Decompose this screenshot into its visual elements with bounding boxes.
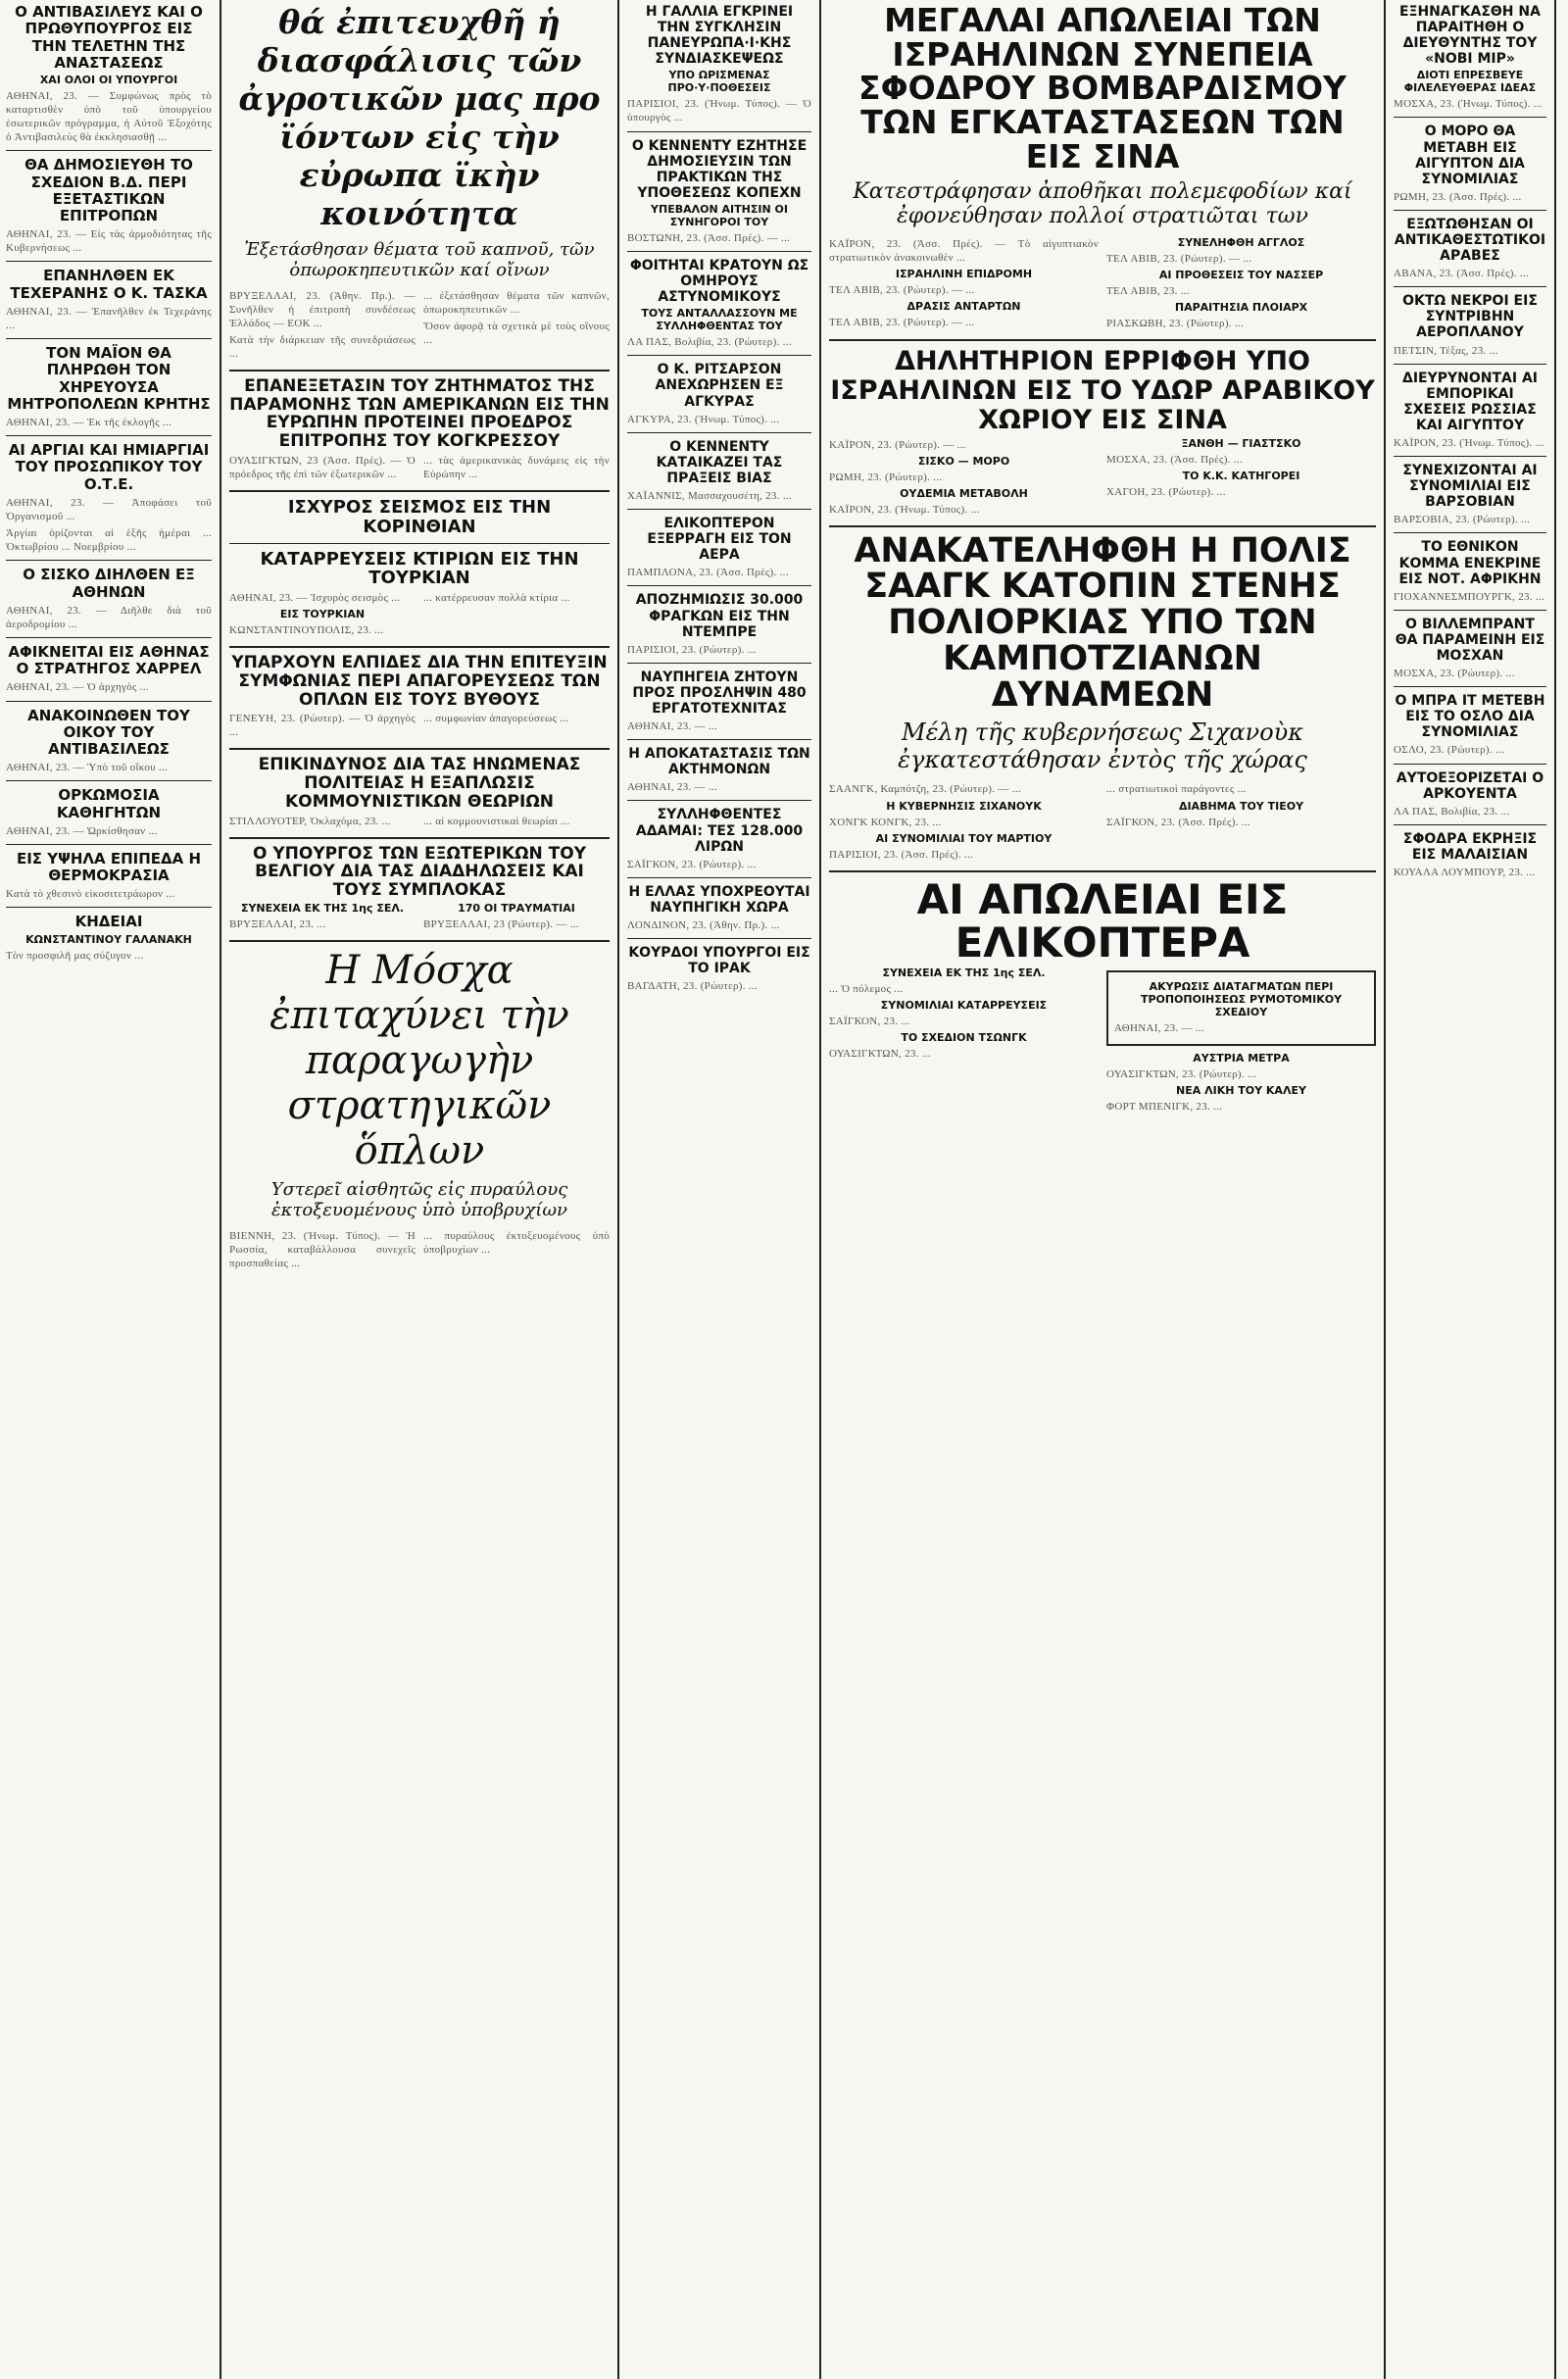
headline-trade: ΔΙΕΥΡΥΝΟΝΤΑΙ ΑΙ ΕΜΠΟΡΙΚΑΙ ΣΧΕΣΕΙΣ ΡΩΣΣΙΑΣ ΚΑΙ ΑΙΓΥΠΤΟΥ [1402, 370, 1538, 433]
subhead-sihanouk: Μέλη τῆς κυβερνήσεως Σιχανοὺκ ἐγκατεστάθησαν ἐντὸς τῆς χώρας [898, 719, 1307, 774]
subhead-wounded: 170 ΟΙ ΤΡΑΥΜΑΤΙΑΙ [458, 901, 575, 915]
headline-students: ΦΟΙΤΗΤΑΙ ΚΡΑΤΟΥΝ ΩΣ ΟΜΗΡΟΥΣ ΑΣΤΥΝΟΜΙΚΟΥΣ [629, 257, 809, 306]
headline-turkey: ΚΑΤΑΡΡΕΥΣΕΙΣ ΚΤΙΡΙΩΝ ΕΙΣ ΤΗΝ ΤΟΥΡΚΙΑΝ [260, 548, 579, 589]
kicker-xanthi: ΞΑΝΘΗ — ΓΙΑΣΤΣΚΟ [1181, 436, 1301, 450]
headline-professors: ΟΡΚΩΜΟΣΙΑ ΚΑΘΗΓΗΤΩΝ [56, 786, 162, 821]
article-text: ΑΘΗΝΑΙ, 23. — Ἐκ τῆς ἐκλογῆς ... [6, 417, 172, 429]
subhead-agri: Ἐξετάσθησαν θέματα τοῦ καπνοῦ, τῶν ὀπωροκηπευτικῶν καί οἴνων [244, 238, 595, 280]
kicker-austria: ΑΥΣΤΡΙΑ ΜΕΤΡΑ [1193, 1051, 1290, 1065]
headline-agri: θά ἐπιτευχθῆ ἡ διασφάλισις τῶν ἀγροτικῶν μας προ ϊόντων εἰς τὴν εὐρωπα ϊκὴν κοινότητα [238, 3, 601, 232]
subhead-helicopter-continued: ΣΥΝΕΧΕΙΑ ΕΚ ΤΗΣ 1ης ΣΕΛ. [882, 966, 1046, 979]
column-1: Ο ΑΝΤΙΒΑΣΙΛΕΥΣ ΚΑΙ Ο ΠΡΩΘΥΠΟΥΡΓΟΣ ΕΙΣ ΤΗΝ ΤΕΛΕΤΗΝ ΤΗΣ ΑΝΑΣΤΑΣΕΩΣ ΧΑΙ ΟΛΟΙ ΟΙ ΥΠΟΥΡΓΟΙ ΑΘΗΝΑΙ, 23. — Συμφώνως πρὸς τὸ καταρτισθὲν ὑπὸ τοῦ ὑπουργείου ἐσωτερικῶν πρόγραμμα, ἡ Αὐτοῦ Ἐξοχότης ὁ Ἀντιβασιλεὺς θὰ ἐκκλησιασθῇ ... ΘΑ ΔΗΜΟΣΙΕΥΘΗ ΤΟ ΣΧΕΔΙΟΝ Β.Δ. ΠΕΡΙ ΕΞΕΤΑΣΤΙΚΩΝ ΕΠΙΤΡΟΠΩΝ ΑΘΗΝΑΙ, 23. — Εἰς τὰς ἁρμοδιότητας τῆς Κυβερνήσεως ... ΕΠΑΝΗΛΘΕΝ ΕΚ ΤΕΧΕΡΑΝΗΣ Ο Κ. ΤΑΣΚΑ ΑΘΗΝΑΙ, 23. — Ἐπανῆλθεν ἐκ Τεχεράνης ... ΤΟΝ ΜΑΪΟΝ ΘΑ ΠΛΗΡΩΘΗ ΤΟΝ ΧΗΡΕΥΟΥΣΑ ΜΗΤΡΟΠΟΛΕΩΝ ΚΡΗΤΗΣ ΑΘΗΝΑΙ, 23. — Ἐκ τῆς ἐκλογῆς ... ΑΙ ΑΡΓΙΑΙ ΚΑΙ ΗΜΙΑΡΓΙΑΙ ΤΟΥ ΠΡΟΣΩΠΙΚΟΥ ΤΟΥ Ο.Τ.Ε. ΑΘΗΝΑΙ, 23. — Ἀποφάσει τοῦ Ὀργανισμοῦ ... Ἀργίαι ὁρίζονται αἱ ἑξῆς ἡμέραι ... Ὀκτωβρίου ... Νοεμβρίου ... Ο ΣΙΣΚΟ ΔΙΗΛΘΕΝ ΕΞ ΑΘΗΝΩΝ ΑΘΗΝΑΙ, 23. — Διῆλθε διὰ τοῦ ἀεροδρομίου ... ΑΦΙΚΝΕΙΤΑΙ ΕΙΣ ΑΘΗΝΑΣ Ο ΣΤΡΑΤΗΓΟΣ ΧΑΡΡΕΛ ΑΘΗΝΑΙ, 23. — Ὁ ἀρχηγὸς ... ΑΝΑΚΟΙΝΩΘΕΝ ΤΟΥ ΟΙΚΟΥ ΤΟΥ ΑΝΤΙΒΑΣΙΛΕΩΣ ΑΘΗΝΑΙ, 23. — Ὑπὸ τοῦ οἴκου ... ΟΡΚΩΜΟΣΙΑ ΚΑΘΗΓΗΤΩΝ ΑΘΗΝΑΙ, 23. — Ὡρκίσθησαν ... ΕΙΣ ΥΨΗΛΑ ΕΠΙΠΕΔΑ Η ΘΕΡΜΟΚΡΑΣΙΑ Κατὰ τὸ χθεσινὸ εἰκοσιτετράωρον ... ΚΗΔΕΙΑΙ ΚΩΝΣΤΑΝΤΙΝΟΥ ΓΑΛΑΝΑΚΗ Τὸν προσφιλῆ μας σύζυγον ... [6, 3, 212, 962]
article-text: Κατὰ τὸ χθεσινὸ εἰκοσιτετράωρον ... [6, 888, 175, 901]
headline-willebrandt: Ο ΒΙΛΛΕΜΠΡΑΝΤ ΘΑ ΠΑΡΑΜΕΙΝΗ ΕΙΣ ΜΟΣΧΑΝ [1395, 616, 1545, 664]
headline-france: Η ΓΑΛΛΙΑ ΕΓΚΡΙΝΕΙ ΤΗΝ ΣΥΓΚΛΗΣΙΝ ΠΑΝΕΥΡΩΠΑ·Ι·ΚΗΣ ΣΥΝΔΙΑΣΚΕΨΕΩΣ [645, 4, 794, 68]
kicker-nasser: ΑΙ ΠΡΟΘΕΣΕΙΣ ΤΟΥ ΝΑΣΣΕΡ [1158, 269, 1324, 282]
headline-harrel: ΑΦΙΚΝΕΙΤΑΙ ΕΙΣ ΑΘΗΝΑΣ Ο ΣΤΡΑΤΗΓΟΣ ΧΑΡΡΕΛ [8, 642, 210, 678]
headline-malaysia: ΣΦΟΔΡΑ ΕΚΡΗΞΙΣ ΕΙΣ ΜΑΛΑΙΣΙΑΝ [1402, 830, 1538, 863]
headline-saagk: ΑΝΑΚΑΤΕΛΗΦΘΗ Η ΠΟΛΙΣ ΣΑΑΓΚ ΚΑΤΟΠΙΝ ΣΤΕΝΗΣ ΠΟΛΙΟΡΚΙΑΣ ΥΠΟ ΤΩΝ ΚΑΜΠΟΤΖΙΑΝΩΝ ΔΥΝΑΜΕΩΝ [854, 530, 1351, 715]
kicker-arrest: ΣΥΝΕΛΗΦΘΗ ΑΓΓΛΟΣ [1177, 236, 1305, 250]
subhead-france: ΥΠΟ ΩΡΙΣΜΕΝΑΣ ΠΡΟ·Υ·ΠΟΘΕΣΕΙΣ [667, 69, 771, 95]
article-text: ΑΘΗΝΑΙ, 23. — Ὡρκίσθησαν ... [6, 824, 158, 837]
headline-temperature: ΕΙΣ ΥΨΗΛΑ ΕΠΙΠΕΔΑ Η ΘΕΡΜΟΚΡΑΣΙΑ [16, 849, 202, 885]
kicker-calley: ΝΕΑ ΛΙΚΗ ΤΟΥ ΚΑΛΕΥ [1176, 1084, 1306, 1098]
subhead-novy-mir: ΔΙΟΤΙ ΕΠΡΕΣΒΕΥΕ ΦΙΛΕΛΕΥΘΕΡΑΣ ΙΔΕΑΣ [1403, 69, 1537, 95]
headline-earthquake: ΙΣΧΥΡΟΣ ΣΕΙΣΜΟΣ ΕΙΣ ΤΗΝ ΚΟΡΙΝΘΙΑΝ [287, 496, 552, 537]
kicker-rebels: ΔΡΑΣΙΣ ΑΝΤΑΡΤΩΝ [906, 300, 1021, 314]
headline-committees: ΘΑ ΔΗΜΟΣΙΕΥΘΗ ΤΟ ΣΧΕΔΙΟΝ Β.Δ. ΠΕΡΙ ΕΞΕΤΑΣΤΙΚΩΝ ΕΠΙΤΡΟΠΩΝ [24, 156, 193, 225]
article-text: ΑΘΗΝΑΙ, 23. — Ἀποφάσει τοῦ Ὀργανισμοῦ ... [6, 496, 212, 523]
column-3: Η ΓΑΛΛΙΑ ΕΓΚΡΙΝΕΙ ΤΗΝ ΣΥΓΚΛΗΣΙΝ ΠΑΝΕΥΡΩΠΑ·Ι·ΚΗΣ ΣΥΝΔΙΑΣΚΕΨΕΩΣ ΥΠΟ ΩΡΙΣΜΕΝΑΣ ΠΡΟ·Υ·ΠΟΘΕΣΕΙΣ ΠΑΡΙΣΙΟΙ, 23. (Ἡνωμ. Τύπος). — Ὁ ὑπουργὸς ... Ο ΚΕΝΝΕΝΤΥ ΕΖΗΤΗΣΕ ΔΗΜΟΣΙΕΥΣΙΝ ΤΩΝ ΠΡΑΚΤΙΚΩΝ ΤΗΣ ΥΠΟΘΕΣΕΩΣ ΚΟΠΕΧΝ ΥΠΕΒΑΛΟΝ ΑΙΤΗΣΙΝ ΟΙ ΣΥΝΗΓΟΡΟΙ ΤΟΥ ΒΟΣΤΩΝΗ, 23. (Ἀσσ. Πρές). — ... ΦΟΙΤΗΤΑΙ ΚΡΑΤΟΥΝ ΩΣ ΟΜΗΡΟΥΣ ΑΣΤΥΝΟΜΙΚΟΥΣ ΤΟΥΣ ΑΝΤΑΛΛΑΣΣΟΥΝ ΜΕ ΣΥΛΛΗΦΘΕΝΤΑΣ ΤΟΥ ΛΑ ΠΑΣ, Βολιβία, 23. (Ρώυτερ). ... Ο Κ. ΡΙΤΣΑΡΣΟΝ ΑΝΕΧΩΡΗΣΕΝ ΕΞ ΑΓΚΥΡΑΣ ΑΓΚΥΡΑ, 23. (Ἡνωμ. Τύπος). ... Ο ΚΕΝΝΕΝΤΥ ΚΑΤΑΙΚΑΖΕΙ ΤΑΣ ΠΡΑΞΕΙΣ ΒΙΑΣ ΧΑΪΑΝΝΙΣ, Μασσαχουσέτη, 23. ... ΕΛΙΚΟΠΤΕΡΟΝ ΕΞΕΡΡΑΓΗ ΕΙΣ ΤΟΝ ΑΕΡΑ ΠΑΜΠΛΟΝΑ, 23. (Ἀσσ. Πρές). ... ΑΠΟΖΗΜΙΩΣΙΣ 30.000 ΦΡΑΓΚΩΝ ΕΙΣ ΤΗΝ ΝΤΕΜΠΡΕ ΠΑΡΙΣΙΟΙ, 23. (Ρώυτερ). ... ΝΑΥΠΗΓΕΙΑ ΖΗΤΟΥΝ ΠΡΟΣ ΠΡΟΣΛΗΨΙΝ 480 ΕΡΓΑΤΟΤΕΧΝΙΤΑΣ ΑΘΗΝΑΙ, 23. — ... Η ΑΠΟΚΑΤΑΣΤΑΣΙΣ ΤΩΝ ΑΚΤΗΜΟΝΩΝ ΑΘΗΝΑΙ, 23. — ... ΣΥΛΛΗΦΘΕΝΤΕΣ ΑΔΑΜΑΙ: ΤΕΣ 128.000 ΛΙΡΩΝ ΣΑΪΓΚΟΝ, 23. (Ρώυτερ). ... Η ΕΛΛΑΣ ΥΠΟΧΡΕΟΥΤΑΙ ΝΑΥΠΗΓΙΚΗ ΧΩΡΑ ΛΟΝΔΙΝΟΝ, 23. (Ἀθην. Πρ.). ... ΚΟΥΡΔΟΙ ΥΠΟΥΡΓΟΙ ΕΙΣ ΤΟ ΙΡΑΚ ΒΑΓΔΑΤΗ, 23. (Ρώυτερ). ... [627, 4, 811, 993]
kicker-decrees: ΑΚΥΡΩΣΙΣ ΔΙΑΤΑΓΜΑΤΩΝ ΠΕΡΙ ΤΡΟΠΟΠΟΙΗΣΕΩΣ ΡΥΜΟΤΟΜΙΚΟΥ ΣΧΕΔΙΟΥ [1140, 979, 1343, 1018]
subhead-name: ΚΩΝΣΤΑΝΤΙΝΟΥ ΓΑΛΑΝΑΚΗ [25, 932, 192, 946]
kicker-sisko-moro: ΣΙΣΚΟ — ΜΟΡΟ [917, 454, 1010, 468]
headline-lira: ΣΥΛΛΗΦΘΕΝΤΕΣ ΑΔΑΜΑΙ: ΤΕΣ 128.000 ΛΙΡΩΝ [635, 807, 804, 855]
article-text: ΑΘΗΝΑΙ, 23. — Ὁ ἀρχηγὸς ... [6, 681, 149, 694]
article-text: ΑΘΗΝΑΙ, 23. — Ὑπὸ τοῦ οἴκου ... [6, 762, 169, 774]
subhead-students: ΤΟΥΣ ΑΝΤΑΛΛΑΣΣΟΥΝ ΜΕ ΣΥΛΛΗΦΘΕΝΤΑΣ ΤΟΥ [641, 307, 798, 333]
headline-sisko: Ο ΣΙΣΚΟ ΔΙΗΛΘΕΝ ΕΞ ΑΘΗΝΩΝ [23, 566, 195, 601]
headline-moro-egypt: Ο ΜΟΡΟ ΘΑ ΜΕΤΑΒΗ ΕΙΣ ΑΙΓΥΠΤΟΝ ΔΙΑ ΣΥΝΟΜΙΛΙΑΣ [1415, 124, 1525, 187]
column-4: ΜΕΓΑΛΑΙ ΑΠΩΛΕΙΑΙ ΤΩΝ ΙΣΡΑΗΛΙΝΩΝ ΣΥΝΕΠΕΙΑ ΣΦΟΔΡΟΥ ΒΟΜΒΑΡΔΙΣΜΟΥ ΤΩΝ ΕΓΚΑΤΑΣΤΑΣΕΩΝ ΤΩΝ ΕΙΣ ΣΙΝΑ Κατεστράφησαν ἀποθῆκαι πολεμεφοδίων καί ἐφονεύθησαν πολλοί στρατιῶται των ΚΑΪΡΟΝ, 23. (Ἀσσ. Πρές). — Τὸ αἰγυπτιακὸν στρατιωτικὸν ἀνακοινωθὲν ... ΙΣΡΑΗΛΙΝΗ ΕΠΙΔΡΟΜΗ ΤΕΛ ΑΒΙΒ, 23. (Ρώυτερ). — ... ΔΡΑΣΙΣ ΑΝΤΑΡΤΩΝ ΤΕΛ ΑΒΙΒ, 23. (Ρώυτερ). — ... ΣΥΝΕΛΗΦΘΗ ΑΓΓΛΟΣ ΤΕΛ ΑΒΙΒ, 23. (Ρώυτερ). — ... ΑΙ ΠΡΟΘΕΣΕΙΣ ΤΟΥ ΝΑΣΣΕΡ ΤΕΛ ΑΒΙΒ, 23. ... ΠΑΡΑΙΤΗΣΙΑ ΠΛΟΙΑΡΧ ΡΙΑΣΚΩΒΗ, 23. (Ρώυτερ). ... ΔΗΛΗΤΗΡΙΟΝ ΕΡΡΙΦΘΗ ΥΠΟ ΙΣΡΑΗΛΙΝΩΝ ΕΙΣ ΤΟ ΥΔΩΡ ΑΡΑΒΙΚΟΥ ΧΩΡΙΟΥ ΕΙΣ ΣΙΝΑ ΚΑΪΡΟΝ, 23. (Ρώυτερ). — ... ΣΙΣΚΟ — ΜΟΡΟ ΡΩΜΗ, 23. (Ρώυτερ). ... ΟΥΔΕΜΙΑ ΜΕΤΑΒΟΛΗ ΚΑΪΡΟΝ, 23. (Ἡνωμ. Τύπος). ... ΞΑΝΘΗ — ΓΙΑΣΤΣΚΟ ΜΟΣΧΑ, 23. (Ἀσσ. Πρές). ... ΤΟ Κ.Κ. ΚΑΤΗΓΟΡΕΙ ΧΑΓΟΗ, 23. (Ρώυτερ). ... ΑΝΑΚΑΤΕΛΗΦΘΗ Η ΠΟΛΙΣ ΣΑΑΓΚ ΚΑΤΟΠΙΝ ΣΤΕΝΗΣ ΠΟΛΙΟΡΚΙΑΣ ΥΠΟ ΤΩΝ ΚΑΜΠΟΤΖΙΑΝΩΝ ΔΥΝΑΜΕΩΝ Μέλη τῆς κυβερνήσεως Σιχανοὺκ ἐγκατεστάθησαν ἐντὸς τῆς χώρας ΣΑΑΝΓΚ, Καμπότζη, 23. (Ρώυτερ). — ... Η ΚΥΒΕΡΝΗΣΙΣ ΣΙΧΑΝΟΥΚ ΧΟΝΓΚ ΚΟΝΓΚ, 23. ... ΑΙ ΣΥΝΟΜΙΛΙΑΙ ΤΟΥ ΜΑΡΤΙΟΥ ΠΑΡΙΣΙΟΙ, 23. (Ἀσσ. Πρές). ... ... στρατιωτικοὶ παράγοντες ... ΔΙΑΒΗΜΑ ΤΟΥ ΤΙΕΟΥ ΣΑΪΓΚΟΝ, 23. (Ἀσσ. Πρές). ... ΑΙ ΑΠΩΛΕΙΑΙ ΕΙΣ ΕΛΙΚΟΠΤΕΡΑ ΣΥΝΕΧΕΙΑ ΕΚ ΤΗΣ 1ης ΣΕΛ. ... Ὁ πόλεμος ... ΣΥΝΟΜΙΛΙΑΙ ΚΑΤΑΡΡΕΥΣΕΙΣ ΣΑΪΓΚΟΝ, 23. ... ΤΟ ΣΧΕΔΙΟΝ ΤΣΩΝΓΚ ΟΥΑΣΙΓΚΤΩΝ, 23. ... ΑΚΥΡΩΣΙΣ ΔΙΑΤΑΓΜΑΤΩΝ ΠΕΡΙ ΤΡΟΠΟΠΟΙΗΣΕΩΣ ΡΥΜΟΤΟΜΙΚΟΥ ΣΧΕΔΙΟΥ ΑΘΗΝΑΙ, 23. — ... ΑΥΣΤΡΙΑ ΜΕΤΡΑ ΟΥΑΣΙΓΚΤΩΝ, 23. (Ρώυτερ). ... ΝΕΑ ΛΙΚΗ ΤΟΥ ΚΑΛΕΥ ΦΟΡΤ ΜΠΕΝΙΓΚ, 23. ... [829, 1, 1375, 1114]
subhead-moscow: Υστερεῖ αἰσθητῶς εἰς πυραύλους ἐκτοξευομένους ὑπὸ ὑποβρυχίων [270, 1178, 568, 1220]
headline-national-party: ΤΟ ΕΘΝΙΚΟΝ ΚΟΜΜΑ ΕΝΕΚΡΙΝΕ ΕΙΣ ΝΟΤ. ΑΦΡΙΚΗΝ [1398, 539, 1542, 587]
headline-ote: ΑΙ ΑΡΓΙΑΙ ΚΑΙ ΗΜΙΑΡΓΙΑΙ ΤΟΥ ΠΡΟΣΩΠΙΚΟΥ ΤΟΥ Ο.Τ.Ε. [8, 441, 210, 493]
headline-communism: ΕΠΙΚΙΝΔΥΝΟΣ ΔΙΑ ΤΑΣ ΗΝΩΜΕΝΑΣ ΠΟΛΙΤΕΙΑΣ Η ΕΞΑΠΛΩΣΙΣ ΚΟΜΜΟΥΝΙΣΤΙΚΩΝ ΘΕΩΡΙΩΝ [258, 755, 581, 812]
subhead-ministers: ΧΑΙ ΟΛΟΙ ΟΙ ΥΠΟΥΡΓΟΙ [39, 74, 178, 86]
headline-shipyards: ΝΑΥΠΗΓΕΙΑ ΖΗΤΟΥΝ ΠΡΟΣ ΠΡΟΣΛΗΨΙΝ 480 ΕΡΓΑΤΟΤΕΧΝΙΤΑΣ [632, 669, 807, 717]
subhead-continued: ΣΥΝΕΧΕΙΑ ΕΚ ΤΗΣ 1ης ΣΕΛ. [240, 901, 405, 915]
headline-compensation: ΑΠΟΖΗΜΙΩΣΙΣ 30.000 ΦΡΑΓΚΩΝ ΕΙΣ ΤΗΝ ΝΤΕΜΠΡΕ [635, 592, 804, 640]
column-2: θά ἐπιτευχθῆ ἡ διασφάλισις τῶν ἀγροτικῶν μας προ ϊόντων εἰς τὴν εὐρωπα ϊκὴν κοινότητα Ἐξετάσθησαν θέματα τοῦ καπνοῦ, τῶν ὀπωροκηπευτικῶν καί οἴνων ΒΡΥΞΕΛΛΑΙ, 23. (Ἀθην. Πρ.). — Συνῆλθεν ἡ ἐπιτροπὴ συνδέσεως Ἑλλάδος — ΕΟΚ ... Κατὰ τὴν διάρκειαν τῆς συνεδριάσεως ... ... ἐξετάσθησαν θέματα τῶν καπνῶν, ὀπωροκηπευτικῶν ... Ὅσον ἀφορᾷ τὰ σχετικὰ μὲ τοὺς οἴνους ... ΕΠΑΝΕΞΕΤΑΣΙΝ ΤΟΥ ΖΗΤΗΜΑΤΟΣ ΤΗΣ ΠΑΡΑΜΟΝΗΣ ΤΩΝ ΑΜΕΡΙΚΑΝΩΝ ΕΙΣ ΤΗΝ ΕΥΡΩΠΗΝ ΠΡΟΤΕΙΝΕΙ ΠΡΟΕΔΡΟΣ ΕΠΙΤΡΟΠΗΣ ΤΟΥ ΚΟΓΚΡΕΣΣΟΥ ΟΥΑΣΙΓΚΤΩΝ, 23 (Ἀσσ. Πρές). — Ὁ πρόεδρος τῆς ἐπὶ τῶν ἐξωτερικῶν ... ... τὰς ἀμερικανικὰς δυνάμεις εἰς τὴν Εὐρώπην ... ΙΣΧΥΡΟΣ ΣΕΙΣΜΟΣ ΕΙΣ ΤΗΝ ΚΟΡΙΝΘΙΑΝ ΚΑΤΑΡΡΕΥΣΕΙΣ ΚΤΙΡΙΩΝ ΕΙΣ ΤΗΝ ΤΟΥΡΚΙΑΝ ΑΘΗΝΑΙ, 23. — Ἰσχυρὸς σεισμὸς ... ΕΙΣ ΤΟΥΡΚΙΑΝ ΚΩΝΣΤΑΝΤΙΝΟΥΠΟΛΙΣ, 23. ... ... κατέρρευσαν πολλὰ κτίρια ... ΥΠΑΡΧΟΥΝ ΕΛΠΙΔΕΣ ΔΙΑ ΤΗΝ ΕΠΙΤΕΥΞΙΝ ΣΥΜΦΩΝΙΑΣ ΠΕΡΙ ΑΠΑΓΟΡΕΥΣΕΩΣ ΤΩΝ ΟΠΛΩΝ ΕΙΣ ΤΟΥΣ ΒΥΘΟΥΣ ΓΕΝΕΥΗ, 23. (Ρώυτερ). — Ὁ ἀρχηγὸς ... ... συμφωνίαν ἀπαγορεύσεως ... ΕΠΙΚΙΝΔΥΝΟΣ ΔΙΑ ΤΑΣ ΗΝΩΜΕΝΑΣ ΠΟΛΙΤΕΙΑΣ Η ΕΞΑΠΛΩΣΙΣ ΚΟΜΜΟΥΝΙΣΤΙΚΩΝ ΘΕΩΡΙΩΝ ΣΤΙΛΛΟΥΟΤΕΡ, Ὀκλαχόμα, 23. ... ... αἱ κομμουνιστικαὶ θεωρίαι ... Ο ΥΠΟΥΡΓΟΣ ΤΩΝ ΕΞΩΤΕΡΙΚΩΝ ΤΟΥ ΒΕΛΓΙΟΥ ΔΙΑ ΤΑΣ ΔΙΑΔΗΛΩΣΕΙΣ ΚΑΙ ΤΟΥΣ ΣΥΜΠΛΟΚΑΣ ΣΥΝΕΧΕΙΑ ΕΚ ΤΗΣ 1ης ΣΕΛ. ΒΡΥΞΕΛΛΑΙ, 23. ... 170 ΟΙ ΤΡΑΥΜΑΤΙΑΙ ΒΡΥΞΕΛΛΑΙ, 23 (Ρώυτερ). — ... Η Μόσχα ἐπιταχύνει τὴν παραγωγὴν στρατηγικῶν ὅπλων Υστερεῖ αἰσθητῶς εἰς πυραύλους ἐκτοξευομένους ὑπὸ ὑποβρυχίων ΒΙΕΝΝΗ, 23. (Ἡνωμ. Τύπος). — Ἡ Ρωσσία, καταβάλλουσα συνεχεῖς προσπαθείας ... ... πυραύλους ἐκτοξευομένους ὑπὸ ὑποβρυχίων ... [229, 3, 610, 1269]
headline-regent-house: ΑΝΑΚΟΙΝΩΘΕΝ ΤΟΥ ΟΙΚΟΥ ΤΟΥ ΑΝΤΙΒΑΣΙΛΕΩΣ [27, 706, 190, 758]
headline-warsaw: ΣΥΝΕΧΙΖΟΝΤΑΙ ΑΙ ΣΥΝΟΜΙΛΙΑΙ ΕΙΣ ΒΑΡΣΟΒΙΑΝ [1402, 463, 1538, 511]
headline-exile: ΑΥΤΟΕΞΟΡΙΖΕΤΑΙ Ο ΑΡΚΟΥΕΝΤΑ [1396, 769, 1544, 802]
headline-taska: ΕΠΑΝΗΛΘΕΝ ΕΚ ΤΕΧΕΡΑΝΗΣ Ο Κ. ΤΑΣΚΑ [10, 267, 208, 302]
headline-americans: ΕΠΑΝΕΞΕΤΑΣΙΝ ΤΟΥ ΖΗΤΗΜΑΤΟΣ ΤΗΣ ΠΑΡΑΜΟΝΗΣ ΤΩΝ ΑΜΕΡΙΚΑΝΩΝ ΕΙΣ ΤΗΝ ΕΥΡΩΠΗΝ ΠΡΟΤΕΙΝΕΙ ΠΡΟΕΔΡΟΣ ΕΠΙΤΡΟΠΗΣ ΤΟΥ ΚΟΓΚΡΕΣΣΟΥ [229, 376, 610, 452]
headline-helicopter: ΕΛΙΚΟΠΤΕΡΟΝ ΕΞΕΡΡΑΓΗ ΕΙΣ ΤΟΝ ΑΕΡΑ [647, 516, 792, 564]
headline-landless: Η ΑΠΟΚΑΤΑΣΤΑΣΙΣ ΤΩΝ ΑΚΤΗΜΟΝΩΝ [628, 746, 810, 778]
article-text: Τὸν προσφιλῆ μας σύζυγον ... [6, 949, 144, 962]
headline-plane-crash: ΟΚΤΩ ΝΕΚΡΟΙ ΕΙΣ ΣΥΝΤΡΙΒΗΝ ΑΕΡΟΠΛΑΝΟΥ [1402, 293, 1538, 341]
headline-greece-ship: Η ΕΛΛΑΣ ΥΠΟΧΡΕΟΥΤΑΙ ΝΑΥΠΗΓΙΚΗ ΧΩΡΑ [628, 883, 810, 916]
headline-israel-losses: ΜΕΓΑΛΑΙ ΑΠΩΛΕΙΑΙ ΤΩΝ ΙΣΡΑΗΛΙΝΩΝ ΣΥΝΕΠΕΙΑ ΣΦΟΔΡΟΥ ΒΟΜΒΑΡΔΙΣΜΟΥ ΤΩΝ ΕΓΚΑΤΑΣΤΑΣΕΩΝ ΤΩΝ ΕΙΣ ΣΙΝΑ [858, 1, 1347, 175]
headline-arabs: ΕΞΩΤΩΘΗΣΑΝ ΟΙ ΑΝΤΙΚΑΘΕΣΤΩΤΙΚΟΙ ΑΡΑΒΕΣ [1394, 216, 1546, 265]
headline-crete: ΤΟΝ ΜΑΪΟΝ ΘΑ ΠΛΗΡΩΘΗ ΤΟΝ ΧΗΡΕΥΟΥΣΑ ΜΗΤΡΟΠΟΛΕΩΝ ΚΡΗΤΗΣ [7, 344, 211, 413]
column-5: ΕΞΗΝΑΓΚΑΣΘΗ ΝΑ ΠΑΡΑΙΤΗΘΗ Ο ΔΙΕΥΘΥΝΤΗΣ ΤΟΥ «ΝΟΒΙ ΜΙΡ» ΔΙΟΤΙ ΕΠΡΕΣΒΕΥΕ ΦΙΛΕΛΕΥΘΕΡΑΣ ΙΔΕΑΣ ΜΟΣΧΑ, 23. (Ἡνωμ. Τύπος). ... Ο ΜΟΡΟ ΘΑ ΜΕΤΑΒΗ ΕΙΣ ΑΙΓΥΠΤΟΝ ΔΙΑ ΣΥΝΟΜΙΛΙΑΣ ΡΩΜΗ, 23. (Ἀσσ. Πρές). ... ΕΞΩΤΩΘΗΣΑΝ ΟΙ ΑΝΤΙΚΑΘΕΣΤΩΤΙΚΟΙ ΑΡΑΒΕΣ ΑΒΑΝΑ, 23. (Ἀσσ. Πρές). ... ΟΚΤΩ ΝΕΚΡΟΙ ΕΙΣ ΣΥΝΤΡΙΒΗΝ ΑΕΡΟΠΛΑΝΟΥ ΠΕΤΣΙΝ, Τέξας, 23. ... ΔΙΕΥΡΥΝΟΝΤΑΙ ΑΙ ΕΜΠΟΡΙΚΑΙ ΣΧΕΣΕΙΣ ΡΩΣΣΙΑΣ ΚΑΙ ΑΙΓΥΠΤΟΥ ΚΑΪΡΟΝ, 23. (Ἡνωμ. Τύπος). ... ΣΥΝΕΧΙΖΟΝΤΑΙ ΑΙ ΣΥΝΟΜΙΛΙΑΙ ΕΙΣ ΒΑΡΣΟΒΙΑΝ ΒΑΡΣΟΒΙΑ, 23. (Ρώυτερ). ... ΤΟ ΕΘΝΙΚΟΝ ΚΟΜΜΑ ΕΝΕΚΡΙΝΕ ΕΙΣ ΝΟΤ. ΑΦΡΙΚΗΝ ΓΙΟΧΑΝΝΕΣΜΠΟΥΡΓΚ, 23. ... Ο ΒΙΛΛΕΜΠΡΑΝΤ ΘΑ ΠΑΡΑΜΕΙΝΗ ΕΙΣ ΜΟΣΧΑΝ ΜΟΣΧΑ, 23. (Ρώυτερ). ... Ο ΜΠΡΑ ΙΤ ΜΕΤΕΒΗ ΕΙΣ ΤΟ ΟΣΛΟ ΔΙΑ ΣΥΝΟΜΙΛΙΑΣ ΟΣΛΟ, 23. (Ρώυτερ). ... ΑΥΤΟΕΞΟΡΙΖΕΤΑΙ Ο ΑΡΚΟΥΕΝΤΑ ΛΑ ΠΑΣ, Βολιβία, 23. ... ΣΦΟΔΡΑ ΕΚΡΗΞΙΣ ΕΙΣ ΜΑΛΑΙΣΙΑΝ ΚΟΥΑΛΑ ΛΟΥΜΠΟΥΡ, 23. ... [1394, 4, 1546, 878]
kicker-cp: ΤΟ Κ.Κ. ΚΑΤΗΓΟΡΕΙ [1182, 469, 1300, 482]
subhead-kennedy: ΥΠΕΒΑΛΟΝ ΑΙΤΗΣΙΝ ΟΙ ΣΥΝΗΓΟΡΟΙ ΤΟΥ [651, 202, 788, 228]
kicker-thieu: ΔΙΑΒΗΜΑ ΤΟΥ ΤΙΕΟΥ [1178, 799, 1304, 813]
kicker-no-change: ΟΥΔΕΜΙΑ ΜΕΤΑΒΟΛΗ [900, 486, 1028, 500]
headline-kurds: ΚΟΥΡΔΟΙ ΥΠΟΥΡΓΟΙ ΕΙΣ ΤΟ ΙΡΑΚ [628, 945, 810, 977]
kicker-sihanouk-gov: Η ΚΥΒΕΡΝΗΣΙΣ ΣΙΧΑΝΟΥΚ [886, 799, 1042, 813]
kicker-raid: ΙΣΡΑΗΛΙΝΗ ΕΠΙΔΡΟΜΗ [895, 268, 1033, 281]
headline-funerals: ΚΗΔΕΙΑΙ [74, 913, 143, 931]
headline-kennedy: Ο ΚΕΝΝΕΝΤΥ ΕΖΗΤΗΣΕ ΔΗΜΟΣΙΕΥΣΙΝ ΤΩΝ ΠΡΑΚΤΙΚΩΝ ΤΗΣ ΥΠΟΘΕΣΕΩΣ ΚΟΠΕΧΝ [631, 137, 808, 201]
article-text: ΑΘΗΝΑΙ, 23. — Συμφώνως πρὸς τὸ καταρτισθὲν ὑπὸ τοῦ ὑπουργείου ἐσωτερικῶν πρόγραμμα, ἡ Αὐτοῦ Ἐξοχότης ὁ Ἀντιβασιλεὺς θὰ ἐκκλησιασθῇ ... [6, 90, 212, 144]
headline-poison: ΔΗΛΗΤΗΡΙΟΝ ΕΡΡΙΦΘΗ ΥΠΟ ΙΣΡΑΗΛΙΝΩΝ ΕΙΣ ΤΟ ΥΔΩΡ ΑΡΑΒΙΚΟΥ ΧΩΡΙΟΥ ΕΙΣ ΣΙΝΑ [830, 346, 1375, 435]
kicker-collapses: ΣΥΝΟΜΙΛΙΑΙ ΚΑΤΑΡΡΕΥΣΕΙΣ [880, 998, 1048, 1012]
kicker-march-talks: ΑΙ ΣΥΝΟΜΙΛΙΑΙ ΤΟΥ ΜΑΡΤΙΟΥ [875, 831, 1053, 845]
headline-helicopter-losses: ΑΙ ΑΠΩΛΕΙΑΙ ΕΙΣ ΕΛΙΚΟΠΤΕΡΑ [916, 874, 1289, 966]
headline-novy-mir: ΕΞΗΝΑΓΚΑΣΘΗ ΝΑ ΠΑΡΑΙΤΗΘΗ Ο ΔΙΕΥΘΥΝΤΗΣ ΤΟΥ «ΝΟΒΙ ΜΙΡ» [1399, 4, 1541, 68]
headline-moscow: Η Μόσχα ἐπιταχύνει τὴν παραγωγὴν στρατηγικῶν ὅπλων [270, 947, 569, 1173]
article-text: ΑΘΗΝΑΙ, 23. — Διῆλθε διὰ τοῦ ἀεροδρομίου ... [6, 604, 212, 630]
kicker-plan: ΤΟ ΣΧΕΔΙΟΝ ΤΣΩΝΓΚ [901, 1031, 1027, 1045]
article-text: ΑΘΗΝΑΙ, 23. — Ἐπανῆλθεν ἐκ Τεχεράνης ... [6, 305, 212, 332]
kicker-resignation: ΠΑΡΑΙΤΗΣΙΑ ΠΛΟΙΑΡΧ [1174, 301, 1308, 315]
subhead-turkey: ΕΙΣ ΤΟΥΡΚΙΑΝ [279, 608, 366, 621]
headline-regent: Ο ΑΝΤΙΒΑΣΙΛΕΥΣ ΚΑΙ Ο ΠΡΩΘΥΠΟΥΡΓΟΣ ΕΙΣ ΤΗΝ ΤΕΛΕΤΗΝ ΤΗΣ ΑΝΑΣΤΑΣΕΩΣ [15, 3, 203, 72]
subhead-israel-losses: Κατεστράφησαν ἀποθῆκαι πολεμεφοδίων καί ἐφονεύθησαν πολλοί στρατιῶται των [853, 179, 1352, 229]
headline-richardson: Ο Κ. ΡΙΤΣΑΡΣΟΝ ΑΝΕΧΩΡΗΣΕΝ ΕΞ ΑΓΚΥΡΑΣ [655, 362, 784, 410]
boxed-notice: ΑΚΥΡΩΣΙΣ ΔΙΑΤΑΓΜΑΤΩΝ ΠΕΡΙ ΤΡΟΠΟΠΟΙΗΣΕΩΣ ΡΥΜΟΤΟΜΙΚΟΥ ΣΧΕΔΙΟΥ ΑΘΗΝΑΙ, 23. — ... [1106, 970, 1376, 1046]
headline-belgium: Ο ΥΠΟΥΡΓΟΣ ΤΩΝ ΕΞΩΤΕΡΙΚΩΝ ΤΟΥ ΒΕΛΓΙΟΥ ΔΙΑ ΤΑΣ ΔΙΑΔΗΛΩΣΕΙΣ ΚΑΙ ΤΟΥΣ ΣΥΜΠΛΟΚΑΣ [252, 843, 587, 900]
headline-violence: Ο ΚΕΝΝΕΝΤΥ ΚΑΤΑΙΚΑΖΕΙ ΤΑΣ ΠΡΑΞΕΙΣ ΒΙΑΣ [656, 438, 783, 486]
article-text: ΑΘΗΝΑΙ, 23. — Εἰς τὰς ἁρμοδιότητας τῆς Κυβερνήσεως ... [6, 228, 212, 255]
headline-seabed: ΥΠΑΡΧΟΥΝ ΕΛΠΙΔΕΣ ΔΙΑ ΤΗΝ ΕΠΙΤΕΥΞΙΝ ΣΥΜΦΩΝΙΑΣ ΠΕΡΙ ΑΠΑΓΟΡΕΥΣΕΩΣ ΤΩΝ ΟΠΛΩΝ ΕΙΣ ΤΟΥΣ ΒΥΘΟΥΣ [231, 653, 608, 710]
headline-oslo: Ο ΜΠΡΑ ΙΤ ΜΕΤΕΒΗ ΕΙΣ ΤΟ ΟΣΛΟ ΔΙΑ ΣΥΝΟΜΙΛΙΑΣ [1395, 693, 1545, 741]
